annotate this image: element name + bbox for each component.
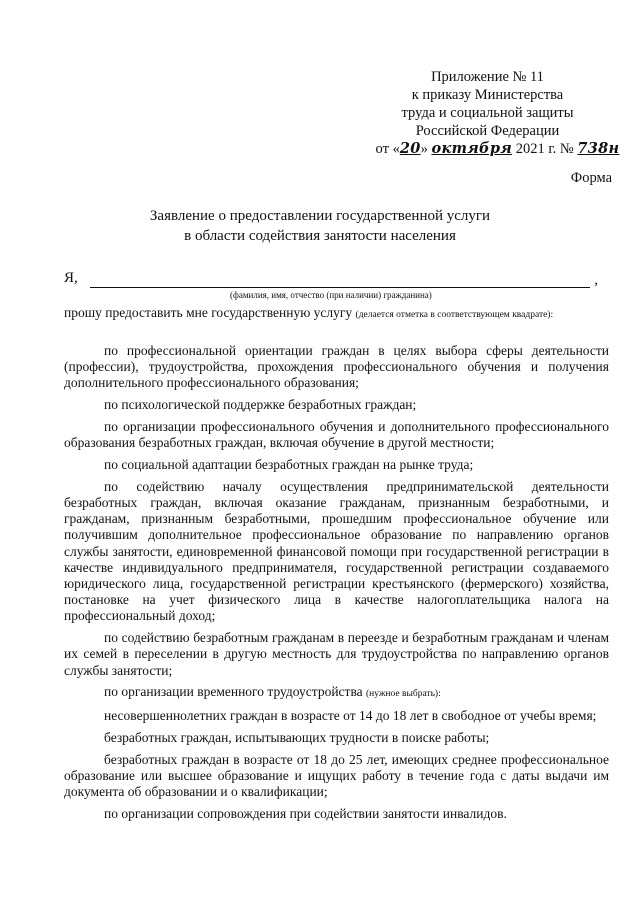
title-line-2: в области содействия занятости населения [184, 228, 456, 244]
appendix-country: Российской Федерации [415, 123, 560, 139]
form-label: Форма [570, 170, 612, 186]
service-psychological-support: по психологической поддержке безработных граждан; [104, 397, 417, 413]
order-number: 738н [577, 140, 620, 157]
appendix-order-ref: к приказу Министерства [411, 87, 564, 103]
service-temporary-employment: по организации временного трудоустройства (нужное выбрать): [104, 684, 441, 700]
temp-option-minors: несовершеннолетних граждан в возрасте от 14 до 18 лет в свободное от учебы время; [104, 708, 597, 724]
order-month: октября [431, 140, 513, 157]
applicant-name-field[interactable] [90, 287, 590, 288]
temp-option-difficulties: безработных граждан, испытывающих трудности в поиске работы; [104, 730, 490, 746]
service-professional-training: по организации профессионального обучения и дополнительного профессионального образования безработных граждан, включая обучение в другой местности; [64, 419, 609, 451]
title-line-1: Заявление о предоставлении государственной услуги [149, 208, 491, 224]
appendix-number: Приложение № 11 [431, 69, 544, 85]
service-social-adaptation: по социальной адаптации безработных граждан на рынке труда; [104, 457, 474, 472]
temp-employment-note: (нужное выбрать): [366, 689, 441, 700]
document-title [90, 206, 550, 246]
appendix-header [360, 68, 620, 158]
applicant-suffix: , [594, 272, 598, 288]
appendix-ministry: труда и социальной защиты [401, 105, 574, 121]
applicant-row [64, 270, 604, 292]
temp-option-graduates: безработных граждан в возрасте от 18 до 25 лет, имеющих среднее профессиональное образование или высшее образование и ищущих работу в течение года с даты выдачи им документа об образовании и о квалификации; [64, 751, 609, 800]
order-date-line: от «20» октября 2021 г. № 738н [375, 140, 620, 157]
applicant-name-hint: (фамилия, имя, отчество (при наличии) гражданина) [230, 290, 432, 300]
request-note: (делается отметка в соответствующем квадрате): [355, 310, 554, 320]
service-disabled-support: по организации сопровождения при содействии занятости инвалидов. [104, 806, 507, 822]
order-day: 20 [399, 140, 421, 157]
service-career-guidance: по профессиональной ориентации граждан в целях выбора сферы деятельности (профессии), трудоустройства, прохождения профессионального обучения и получения дополнительного профессионального образования; [64, 343, 609, 391]
service-entrepreneurship: по содействию началу осуществления предпринимательской деятельности безработных граждан, включая оказание гражданам, признанным безработными, и гражданам, признанным безработными, прошедшим профессиональное обучение или получившим дополнительное профессиональное образование по направлению органов службы занятости, единовременной финансовой помощи при государственной регистрации в качестве индивидуального предпринимателя, государственной регистрации создаваемого юридического лица, государственной регистрации крестьянского (фермерского) хозяйства, постановке на учет физического лица в качестве налогоплательщика налога на профессиональный доход; [64, 478, 609, 624]
applicant-prefix: Я, [64, 270, 78, 286]
request-line: прошу предоставить мне государственную услугу (делается отметка в соответствующем квадрате): [64, 305, 554, 320]
services-list [64, 343, 609, 828]
service-relocation: по содействию безработным гражданам в переезде и безработным гражданам и членам их семей в переселении в другую местность для трудоустройства по направлению органов службы занятости; [64, 630, 609, 678]
